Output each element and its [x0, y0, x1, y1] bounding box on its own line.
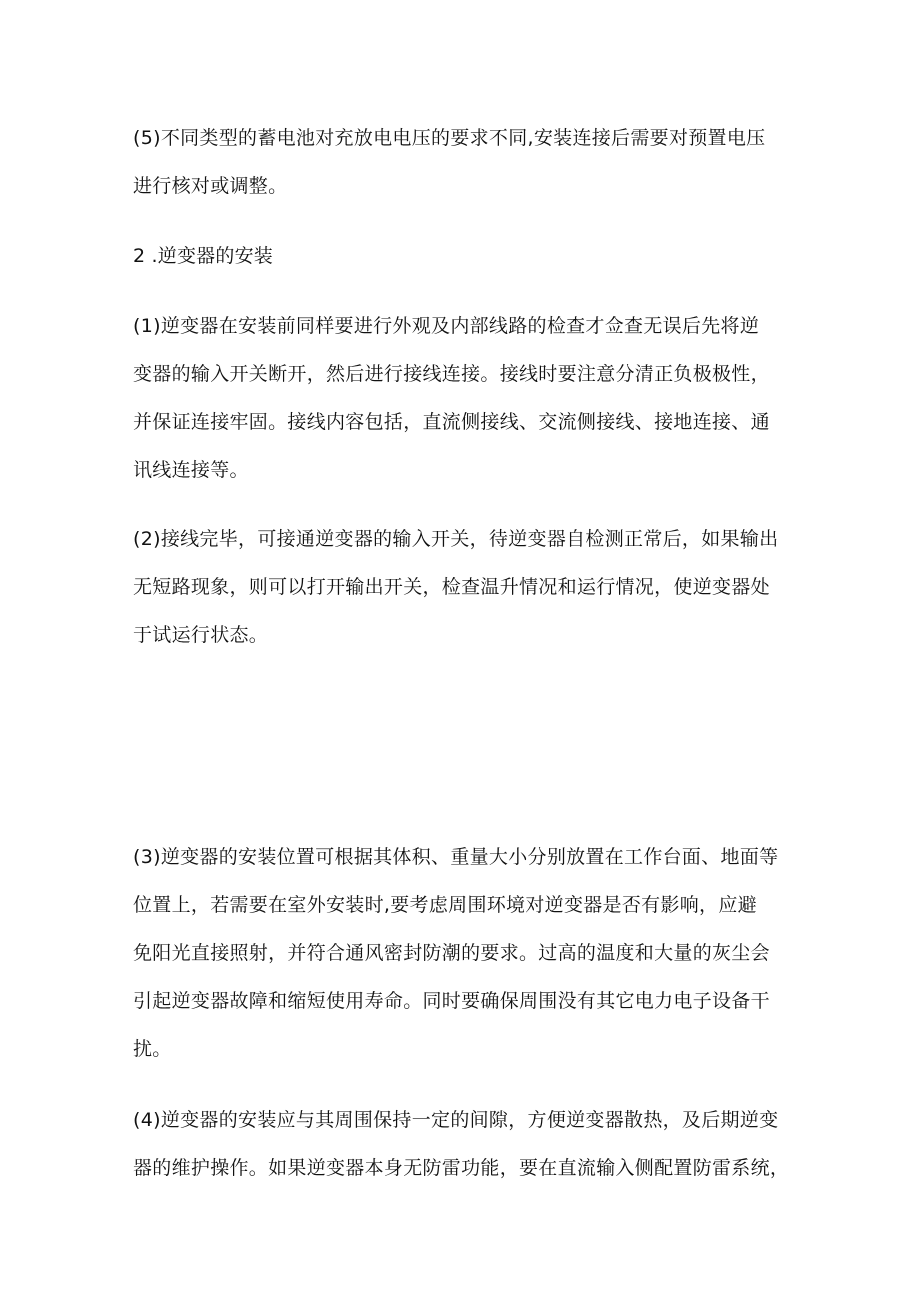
text-line: (1)逆变器在安装前同样要进行外观及内部线路的检查才佥查无误后先将逆	[133, 315, 760, 337]
text-line: (4)逆变器的安装应与其周围保持一定的间隙，方便逆变器散热，及后期逆变	[133, 1109, 779, 1131]
section-heading-inverter-installation	[133, 232, 798, 280]
text-line: 扰。	[133, 1038, 172, 1060]
text-line: 免阳光直接照射，并符合通风密封防潮的要求。过高的温度和大量的灰尘会	[133, 942, 770, 964]
paragraph-4-clearance-and-lightning	[133, 1096, 798, 1192]
paragraph-1-inverter-inspection	[133, 302, 798, 494]
text-line: 变器的输入开关断开，然后进行接线连接。接线时要注意分清正负极极性，	[133, 363, 770, 385]
text-line: (2)接线完毕，可接通逆变器的输入开关，待逆变器自检测正常后，如果输出	[133, 528, 779, 550]
text-line: 引起逆变器故障和缩短使用寿命。同时要确保周围没有其它电力电子设备干	[133, 990, 770, 1012]
text-line: 于试运行状态。	[133, 624, 269, 646]
text-line: 位置上，若需要在室外安装时,要考虑周围环境对逆变器是否有影响，应避	[133, 894, 757, 916]
text-line: 进行核对或调整。	[133, 175, 288, 197]
paragraph-2-wiring-complete	[133, 515, 798, 659]
paragraph-5-battery-voltage	[133, 114, 798, 210]
text-line: 无短路现象，则可以打开输出开关，检查温升情况和运行情况，使逆变器处	[133, 576, 770, 598]
text-line: (5)不同类型的蓄电池对充放电电压的要求不同,安装连接后需要对预置电压	[133, 127, 766, 149]
text-line: 并保证连接牢固。接线内容包括，直流侧接线、交流侧接线、接地连接、通	[133, 411, 770, 433]
heading-text: 2 .逆变器的安装	[133, 245, 273, 267]
text-line: (3)逆变器的安装位置可根据其体积、重量大小分别放置在工作台面、地面等	[133, 846, 779, 868]
paragraph-3-installation-location	[133, 833, 798, 1073]
text-line: 讯线连接等。	[133, 459, 249, 481]
text-line: 器的维护操作。如果逆变器本身无防雷功能，要在直流输入侧配置防雷系统，	[133, 1157, 790, 1179]
